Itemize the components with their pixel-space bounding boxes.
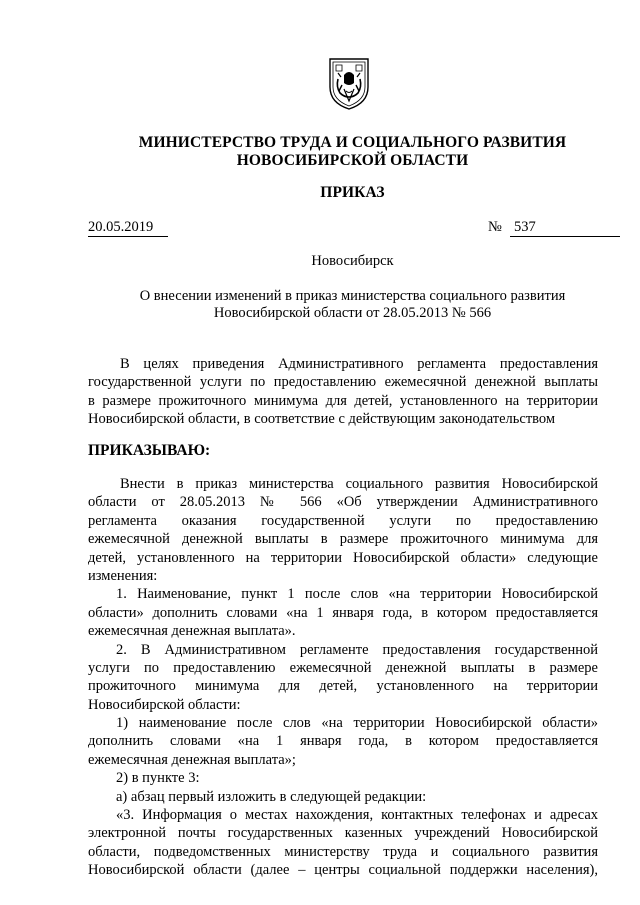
order-body [88, 475, 598, 880]
body-line: 1. Наименование, пункт 1 после слов «на территории Новосибирской [116, 586, 598, 603]
body-line: ежемесячная денежная выплата». [88, 623, 296, 640]
body-line: Новосибирской области (далее – центры социальной поддержки населения), [88, 862, 598, 879]
order-heading: ПРИКАЗ [320, 184, 385, 201]
body-line: дополнить словами «на 1 января года, в котором предоставляется [88, 733, 598, 750]
order-title-line1: О внесении изменений в приказ министерства социального развития [139, 288, 566, 304]
city-name: Новосибирск [311, 253, 394, 269]
body-line: регламента оказания государственной услуги по предоставлению [88, 512, 598, 529]
order-number: 537 [510, 219, 620, 237]
body-line: Новосибирской области: [88, 696, 241, 713]
preamble-paragraph [88, 355, 598, 429]
ministry-name-line2: НОВОСИБИРСКОЙ ОБЛАСТИ [236, 152, 469, 169]
preamble-line: В целях приведения Административного регламента предоставления [120, 356, 598, 372]
order-verb: ПРИКАЗЫВАЮ: [88, 442, 211, 459]
body-line: ежемесячной денежной выплаты в размере прожиточного минимума для [88, 531, 598, 548]
body-line: области, подведомственных министерству труда и социального развития [88, 843, 598, 860]
body-line: «3. Информация о местах нахождения, контактных телефонах и адресах [116, 807, 598, 824]
body-line: области от 28.05.2013 № 566 «Об утверждении Административного [88, 494, 598, 511]
body-line: а) абзац первый изложить в следующей редакции: [116, 788, 427, 805]
coat-of-arms-icon [326, 57, 372, 111]
order-title-line2: Новосибирской области от 28.05.2013 № 566 [213, 305, 492, 321]
preamble-line: Новосибирской области, в соответствие с действующим законодательством [88, 411, 556, 428]
preamble-line: государственной услуги по предоставлению ежемесячной денежной выплаты [88, 374, 598, 391]
order-date: 20.05.2019 [88, 219, 168, 237]
body-line: 2) в пункте 3: [116, 770, 200, 787]
body-line: ежемесячная денежная выплата»; [88, 751, 296, 768]
order-number-label: № [488, 219, 502, 235]
body-line: области» дополнить словами «на 1 января года, в котором предоставляется [88, 604, 598, 621]
body-line: 1) наименование после слов «на территории Новосибирской области» [116, 715, 598, 732]
body-line: прожиточного минимума для детей, установленного на территории [88, 678, 598, 695]
body-line: 2. В Административном регламенте предоставления государственной [116, 641, 598, 658]
ministry-name-line1: МИНИСТЕРСТВО ТРУДА И СОЦИАЛЬНОГО РАЗВИТИЯ [138, 134, 567, 151]
preamble-line: в размере прожиточного минимума для детей, установленного на территории [88, 392, 598, 409]
body-line: изменения: [88, 567, 158, 584]
body-line: Внести в приказ министерства социального развития Новосибирской [120, 476, 598, 492]
body-line: электронной почты государственных казенных учреждений Новосибирской [88, 825, 598, 842]
body-line: услуги по предоставлению ежемесячной денежной выплаты в размере [88, 659, 598, 676]
body-line: детей, установленного на территории Новосибирской области» следующие [88, 549, 598, 566]
